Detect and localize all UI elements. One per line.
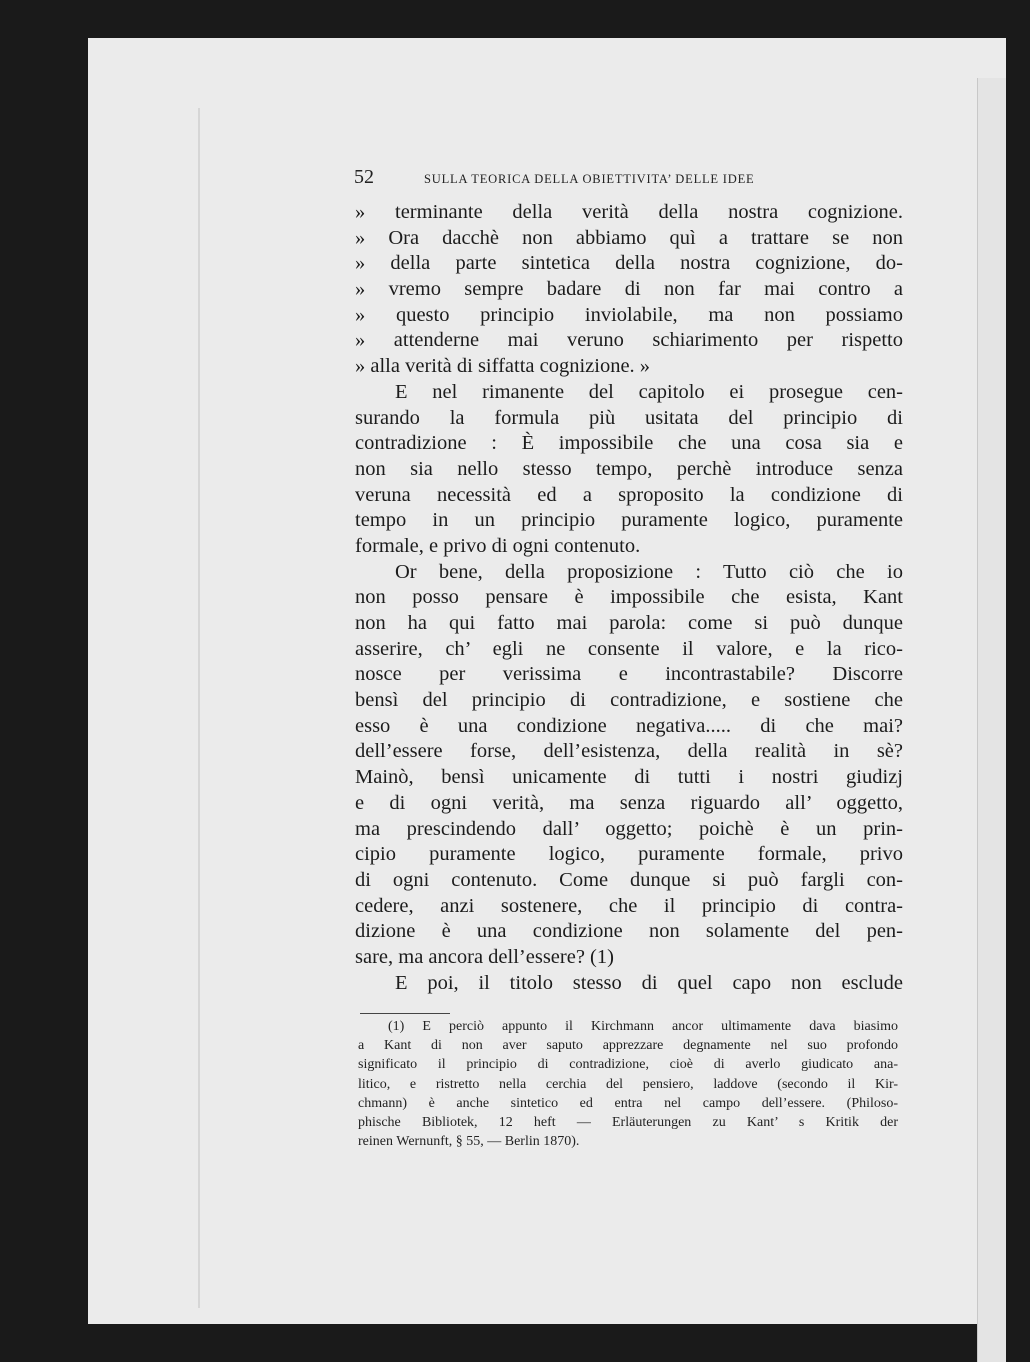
- footnote: [358, 1017, 898, 1151]
- text-line: cipio puramente logico, puramente formale, privo: [355, 843, 903, 866]
- text-line: E poi, il titolo stesso di quel capo non esclude: [395, 971, 903, 994]
- footnote-line: (1) E perciò appunto il Kirchmann ancor ultimamente dava biasimo: [388, 1019, 898, 1034]
- text-line: Mainò, bensì unicamente di tutti i nostri giudizj: [355, 766, 903, 789]
- footnote-line: significato il principio di contradizione, cioè di averlo giudicato ana-: [358, 1057, 898, 1073]
- text-line: asserire, ch’ egli ne consente il valore, e la rico-: [355, 637, 903, 660]
- footnote-line: phische Bibliotek, 12 heft — Erläuterungen zu Kant’ s Kritik der: [358, 1114, 898, 1130]
- footnote-line: litico, e ristretto nella cerchia del pensiero, laddove (secondo il Kir-: [358, 1076, 898, 1092]
- text-line: non posso pensare è impossibile che esista, Kant: [355, 586, 903, 609]
- text-line: cedere, anzi sostenere, che il principio di contra-: [355, 894, 903, 917]
- text-line: ma prescindendo dall’ oggetto; poichè è un prin-: [355, 817, 903, 840]
- text-line: bensì del principio di contradizione, e sostiene che: [355, 689, 903, 712]
- text-line: non ha qui fatto mai parola: come si può dunque: [355, 612, 903, 634]
- text-line: » attenderne mai veruno schiarimento per rispetto: [355, 329, 903, 352]
- page-header: [338, 166, 898, 194]
- text-line: contradizione : È impossibile che una cosa sia e: [355, 432, 903, 455]
- body-text: [355, 200, 903, 996]
- text-line: esso è una condizione negativa..... di che mai?: [355, 714, 903, 737]
- text-line: » terminante della verità della nostra cognizione.: [355, 201, 903, 223]
- text-line: » alla verità di siffatta cognizione. »: [355, 355, 651, 378]
- text-line: non sia nello stesso tempo, perchè introduce senza: [355, 457, 903, 480]
- text-line: » questo principio inviolabile, ma non possiamo: [355, 303, 903, 326]
- text-line: formale, e privo di ogni contenuto.: [355, 534, 641, 557]
- text-line: di ogni contenuto. Come dunque si può fargli con-: [355, 868, 903, 891]
- footnote-rule: [360, 1013, 450, 1014]
- text-line: dell’essere forse, dell’esistenza, della realità in sè?: [355, 740, 903, 763]
- text-line: » Ora dacchè non abbiamo quì a trattare se non: [355, 226, 903, 249]
- page-fold-line: [198, 108, 200, 1308]
- text-line: nosce per verissima e incontrastabile? Discorre: [355, 663, 903, 686]
- text-line: surando la formula più usitata del principio di: [355, 406, 903, 429]
- page-edge: [977, 78, 1006, 1362]
- text-line: veruna necessità ed a sproposito la condizione di: [355, 483, 903, 506]
- page-number: 52: [354, 166, 374, 188]
- text-line: » della parte sintetica della nostra cognizione, do-: [355, 252, 903, 275]
- text-line: Or bene, della proposizione : Tutto ciò che io: [395, 560, 903, 583]
- footnote-line: a Kant di non aver saputo apprezzare degnamente nel suo profondo: [358, 1038, 898, 1054]
- footnote-line: reinen Wernunft, § 55, — Berlin 1870).: [358, 1134, 580, 1150]
- text-line: tempo in un principio puramente logico, puramente: [355, 509, 903, 532]
- running-head: SULLA TEORICA DELLA OBIETTIVITA’ DELLE IDEE: [424, 172, 755, 186]
- footnote-line: chmann) è anche sintetico ed entra nel campo dell’essere. (Philoso-: [358, 1095, 898, 1111]
- text-line: » vremo sempre badare di non far mai contro a: [355, 278, 903, 301]
- text-line: sare, ma ancora dell’essere? (1): [355, 945, 614, 968]
- text-line: e di ogni verità, ma senza riguardo all’ oggetto,: [355, 791, 903, 814]
- text-line: dizione è una condizione non solamente del pen-: [355, 920, 903, 943]
- text-line: E nel rimanente del capitolo ei prosegue cen-: [395, 380, 903, 403]
